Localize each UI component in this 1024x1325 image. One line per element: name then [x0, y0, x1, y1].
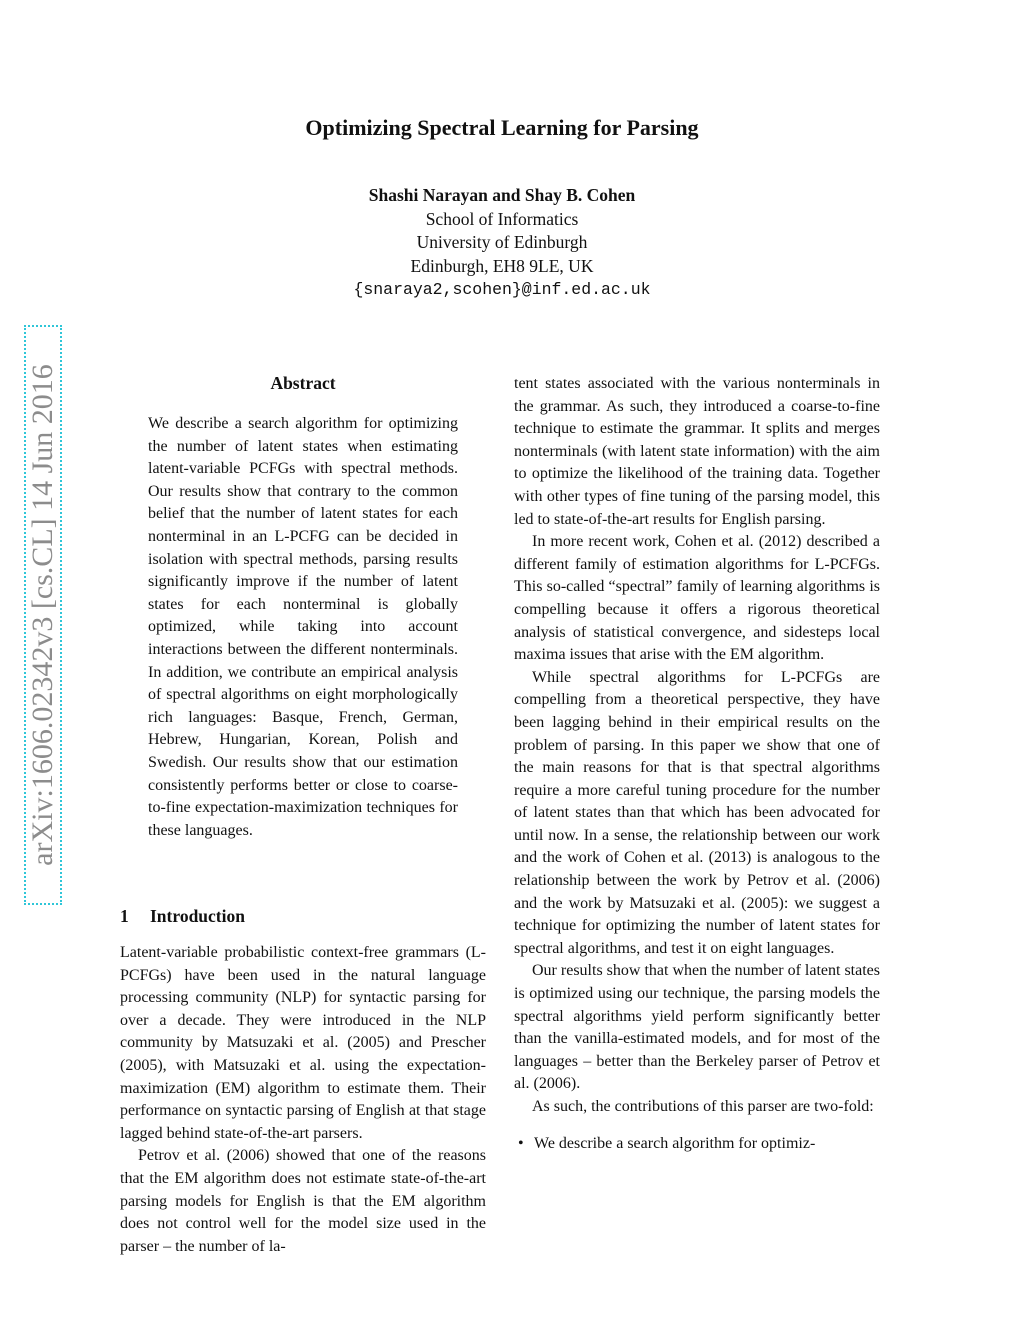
paragraph: Petrov et al. (2006) showed that one of the reasons that the EM algorithm does not estimate state-of-the-art parsing models for English is that the EM algorithm does not control well for the model size used in the parser – the number of la- — [120, 1147, 486, 1255]
section-number: 1 — [120, 906, 129, 926]
affiliation-university: University of Edinburgh — [416, 232, 588, 252]
bullet-dot-icon: • — [518, 1134, 524, 1152]
author-names: Shashi Narayan and Shay B. Cohen — [368, 185, 636, 205]
section-heading-introduction — [120, 906, 245, 927]
paragraph: Our results show that when the number of latent states is optimized using our technique, the parsing models the spectral algorithms yield perform significantly better than the vanilla-estimated models, and for most of the languages – better than the Berkeley parser of Petrov et al. (2006). — [514, 962, 880, 1093]
paragraph: As such, the contributions of this parser are two-fold: — [532, 1098, 874, 1115]
affiliation-address: Edinburgh, EH8 9LE, UK — [410, 255, 594, 276]
arxiv-id: arXiv:1606.02342v3 [cs.CL] 14 Jun 2016 — [26, 364, 59, 866]
bullet-text: We describe a search algorithm for optimiz- — [534, 1134, 816, 1152]
paper-title: Optimizing Spectral Learning for Parsing — [305, 115, 699, 140]
author-email: {snaraya2,scohen}@inf.ed.ac.uk — [353, 280, 651, 299]
bullet-item — [514, 1133, 880, 1156]
paragraph: tent states associated with the various nonterminals in the grammar. As such, they introduced a coarse-to-fine technique to estimate the grammar. It splits and merges nonterminals (with latent state information) with the aim to optimize the likelihood of the training data. Together with other types of fine tuning of the parsing model, this led to state-of-the-art results for English parsing. — [514, 375, 880, 528]
abstract-body — [148, 413, 458, 842]
paragraph: While spectral algorithms for L-PCFGs are compelling from a theoretical perspective, they have been lagging behind in their empirical results on the problem of parsing. In this paper we show that one of the main reasons for that is that spectral algorithms require a more careful tuning procedure for the number of latent states than that which has been advocated for until now. In a sense, the relationship between our work and the work of Cohen et al. (2013) is analogous to the relationship between the work by Petrov et al. (2006) and the work by Matsuzaki et al. (2005): we suggest a technique for optimizing the number of latent states for spectral algorithms, and test it on eight languages. — [514, 668, 880, 957]
abstract-text: We describe a search algorithm for optimizing the number of latent states when estimating latent-variable PCFGs with spectral methods. Our results show that contrary to the common belief that the number of latent states for each nonterminal in an L-PCFG can be decided in isolation with spectral methods, parsing results significantly improve if the number of latent states for each nonterminal is globally optimized, while taking into account interactions between the different nonterminals. In addition, we contribute an empirical analysis of spectral algorithms on eight morphologically rich languages: Basque, French, German, Hebrew, Hungarian, Korean, Polish and Swedish. Our results show that our estimation consistently performs better or close to coarse-to-fine expectation-maximization techniques for these languages. — [148, 415, 458, 839]
arxiv-stamp — [24, 325, 62, 905]
abstract-heading: Abstract — [270, 373, 336, 393]
section-title: Introduction — [150, 906, 245, 926]
paragraph: In more recent work, Cohen et al. (2012) described a different family of estimation algorithms for L-PCFGs. This so-called “spectral” family of learning algorithms is compelling because it offers a rigorous theoretical analysis of statistical convergence, and sidesteps local maxima issues that arise with the EM algorithm. — [514, 533, 880, 664]
affiliation-school: School of Informatics — [425, 208, 579, 229]
paragraph: Latent-variable probabilistic context-free grammars (L-PCFGs) have been used in the natural language processing community (NLP) for syntactic parsing for over a decade. They were introduced in the NLP community by Matsuzaki et al. (2005) and Prescher (2005), with Matsuzaki et al. using the expectation-maximization (EM) algorithm to estimate them. Their performance on syntactic parsing of English at that stage lagged behind state-of-the-art parsers. — [120, 944, 486, 1142]
introduction-left-column — [120, 942, 486, 1258]
right-column — [514, 373, 880, 1155]
author-block — [0, 184, 1004, 302]
